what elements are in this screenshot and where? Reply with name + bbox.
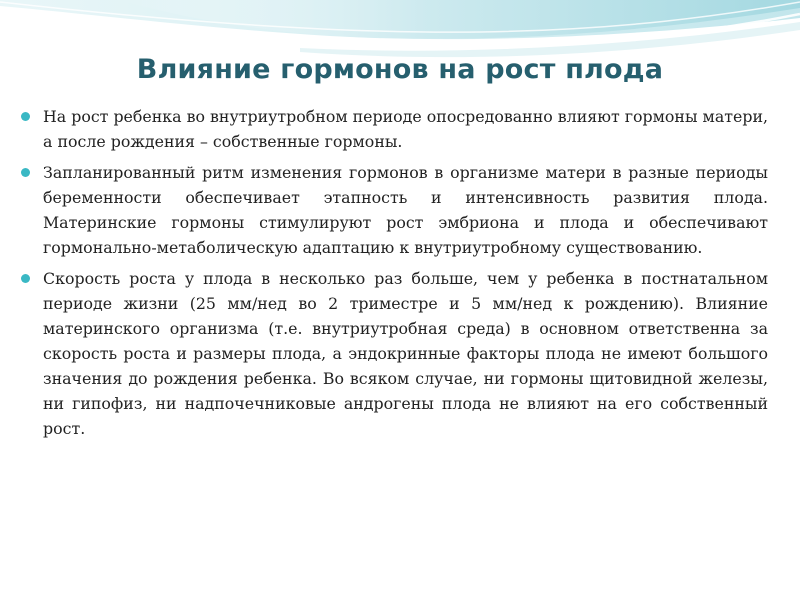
- bullet-icon: [21, 112, 30, 121]
- bullet-item: [20, 266, 768, 441]
- bullet-icon: [21, 274, 30, 283]
- bullet-item: [20, 160, 768, 260]
- bullet-text: На рост ребенка во внутриутробном периоде опосредованно влияют гормоны матери, а после рождения – собственные гормоны.: [43, 107, 768, 151]
- bullet-item: [20, 104, 768, 154]
- bullet-icon: [21, 168, 30, 177]
- bullet-text: Скорость роста у плода в несколько раз больше, чем у ребенка в постнатальном периоде жизни (25 мм/нед во 2 триместре и 5 мм/нед к рождению). Влияние материнского организма (т.е. внутриутробная среда) в основном ответственна за скорость роста и размеры плода, а эндокринные факторы плода не имеют большого значения до рождения ребенка. Во всяком случае, ни гормоны щитовидной железы, ни гипофиз, ни надпочечниковые андрогены плода не влияют на его собственный рост.: [43, 269, 768, 438]
- bullet-text: Запланированный ритм изменения гормонов в организме матери в разные периоды беременности обеспечивает этапность и интенсивность развития плода. Материнские гормоны стимулируют рост эмбриона и плода и обеспечивают гормонально-метаболическую адаптацию к внутриутробному существованию.: [43, 163, 768, 257]
- bullet-list: [20, 104, 768, 447]
- slide-title: Влияние гормонов на рост плода: [136, 54, 664, 85]
